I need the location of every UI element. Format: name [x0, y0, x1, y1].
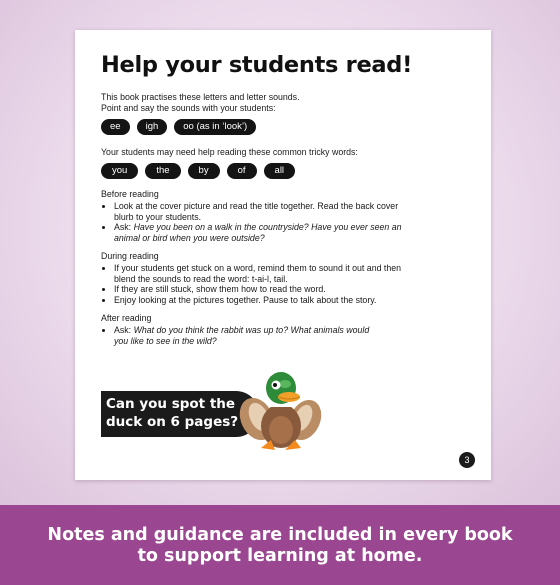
intro-line-1: This book practises these letters and letter sounds. [101, 92, 300, 102]
before-reading-list [101, 201, 459, 243]
list-item: • Enjoy looking at the pictures together. Pause to talk about the story. [114, 295, 459, 306]
word-chip-of: of [227, 163, 257, 179]
banner-text: Can you spot the duck on 6 pages? [106, 396, 239, 430]
after-reading-heading: After reading [101, 313, 152, 323]
during-reading-list [101, 263, 459, 305]
intro-line-2: Point and say the sounds with your students: [101, 102, 276, 113]
after-reading-list [101, 325, 459, 346]
cartoon-duck-icon [235, 364, 325, 456]
word-chip-by: by [188, 163, 220, 179]
list-item: • If your students get stuck on a word, remind them to sound it out and then blend the sounds to read the word: t-ai-l, tail. [114, 263, 459, 284]
word-chip-all: all [264, 163, 296, 179]
list-item: • Ask: What do you think the rabbit was up to? What animals would you like to see in the wild? [114, 325, 459, 346]
list-item: • Look at the cover picture and read the title together. Read the back cover blurb to your students. [114, 201, 459, 222]
before-reading-heading: Before reading [101, 189, 159, 199]
footer-banner [0, 505, 560, 585]
footer-text: Notes and guidance are included in every book to support learning at home. [47, 525, 513, 566]
sound-chip-ee: ee [101, 119, 130, 135]
page-title: Help your students read! [101, 52, 413, 78]
during-reading-heading: During reading [101, 251, 159, 261]
page-number-badge: 3 [459, 452, 475, 468]
book-page [75, 30, 491, 480]
sound-chip-igh: igh [137, 119, 168, 135]
tricky-word-chips [101, 163, 295, 179]
sound-chip-oo: oo (as in ‘look’) [174, 119, 256, 135]
tricky-words-intro: Your students may need help reading these common tricky words: [101, 147, 358, 157]
sound-chips [101, 119, 256, 135]
intro-text [101, 92, 300, 113]
word-chip-you: you [101, 163, 138, 179]
list-item: • If they are still stuck, show them how to read the word. [114, 284, 459, 295]
word-chip-the: the [145, 163, 180, 179]
list-item: • Ask: Have you been on a walk in the countryside? Have you ever seen an animal or bird when you were outside? [114, 222, 459, 243]
